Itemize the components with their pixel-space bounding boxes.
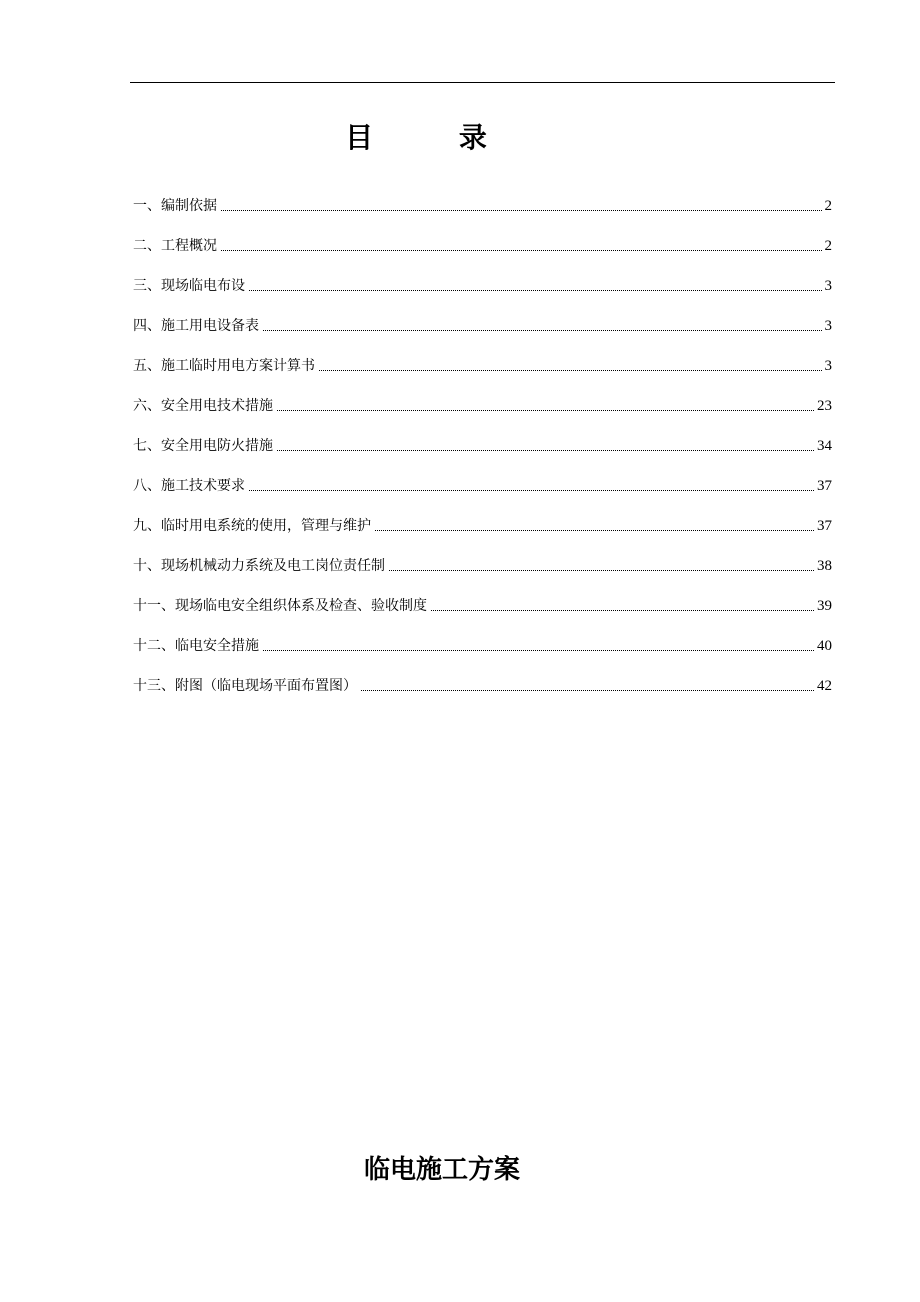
toc-entry-label: 一、编制依据	[133, 198, 217, 214]
toc-entry-label: 二、工程概况	[133, 238, 217, 254]
toc-dot-leader	[277, 410, 814, 411]
toc-dot-leader	[249, 290, 822, 291]
toc-entry-label: 八、施工技术要求	[133, 478, 245, 494]
toc-entry-label: 九、临时用电系统的使用，管理与维护	[133, 518, 371, 534]
toc-entry-label: 三、现场临电布设	[133, 278, 245, 294]
toc-entry-page: 37	[817, 478, 832, 494]
toc-entry-page: 23	[817, 398, 832, 414]
toc-entry[interactable]	[133, 456, 832, 496]
toc-entry[interactable]	[133, 416, 832, 456]
toc-entry-label: 十、现场机械动力系统及电工岗位责任制	[133, 558, 385, 574]
document-title: 临电施工方案	[363, 1155, 520, 1185]
toc-list	[133, 176, 832, 696]
toc-entry-page: 3	[824, 318, 832, 334]
toc-entry-page: 37	[817, 518, 832, 534]
toc-dot-leader	[221, 250, 822, 251]
toc-entry-page: 2	[824, 198, 832, 214]
toc-entry-label: 十二、临电安全措施	[133, 638, 259, 654]
toc-dot-leader	[277, 450, 814, 451]
toc-entry[interactable]	[133, 176, 832, 216]
toc-dot-leader	[221, 210, 822, 211]
header-rule	[130, 82, 835, 83]
toc-entry-label: 七、安全用电防火措施	[133, 438, 273, 454]
toc-entry-page: 40	[817, 638, 832, 654]
toc-title: 目 录	[345, 121, 525, 154]
toc-entry[interactable]	[133, 496, 832, 536]
toc-entry-page: 3	[824, 278, 832, 294]
toc-dot-leader	[249, 490, 814, 491]
toc-entry-page: 2	[824, 238, 832, 254]
toc-entry-label: 十一、现场临电安全组织体系及检查、验收制度	[133, 598, 427, 614]
toc-entry-page: 39	[817, 598, 832, 614]
toc-entry[interactable]	[133, 576, 832, 616]
toc-dot-leader	[361, 690, 814, 691]
toc-entry-label: 四、施工用电设备表	[133, 318, 259, 334]
toc-dot-leader	[263, 330, 822, 331]
toc-entry[interactable]	[133, 216, 832, 256]
toc-dot-leader	[375, 530, 814, 531]
toc-dot-leader	[389, 570, 814, 571]
toc-entry-label: 十三、附图（临电现场平面布置图）	[133, 678, 357, 694]
toc-dot-leader	[319, 370, 822, 371]
toc-entry-page: 42	[817, 678, 832, 694]
toc-entry[interactable]	[133, 336, 832, 376]
toc-dot-leader	[263, 650, 814, 651]
toc-entry[interactable]	[133, 376, 832, 416]
toc-entry[interactable]	[133, 296, 832, 336]
toc-entry[interactable]	[133, 256, 832, 296]
toc-dot-leader	[431, 610, 814, 611]
toc-entry-page: 3	[824, 358, 832, 374]
toc-entry-page: 34	[817, 438, 832, 454]
toc-entry-label: 五、施工临时用电方案计算书	[133, 358, 315, 374]
toc-entry-label: 六、安全用电技术措施	[133, 398, 273, 414]
toc-entry[interactable]	[133, 656, 832, 696]
toc-entry-page: 38	[817, 558, 832, 574]
toc-entry[interactable]	[133, 616, 832, 656]
toc-entry[interactable]	[133, 536, 832, 576]
